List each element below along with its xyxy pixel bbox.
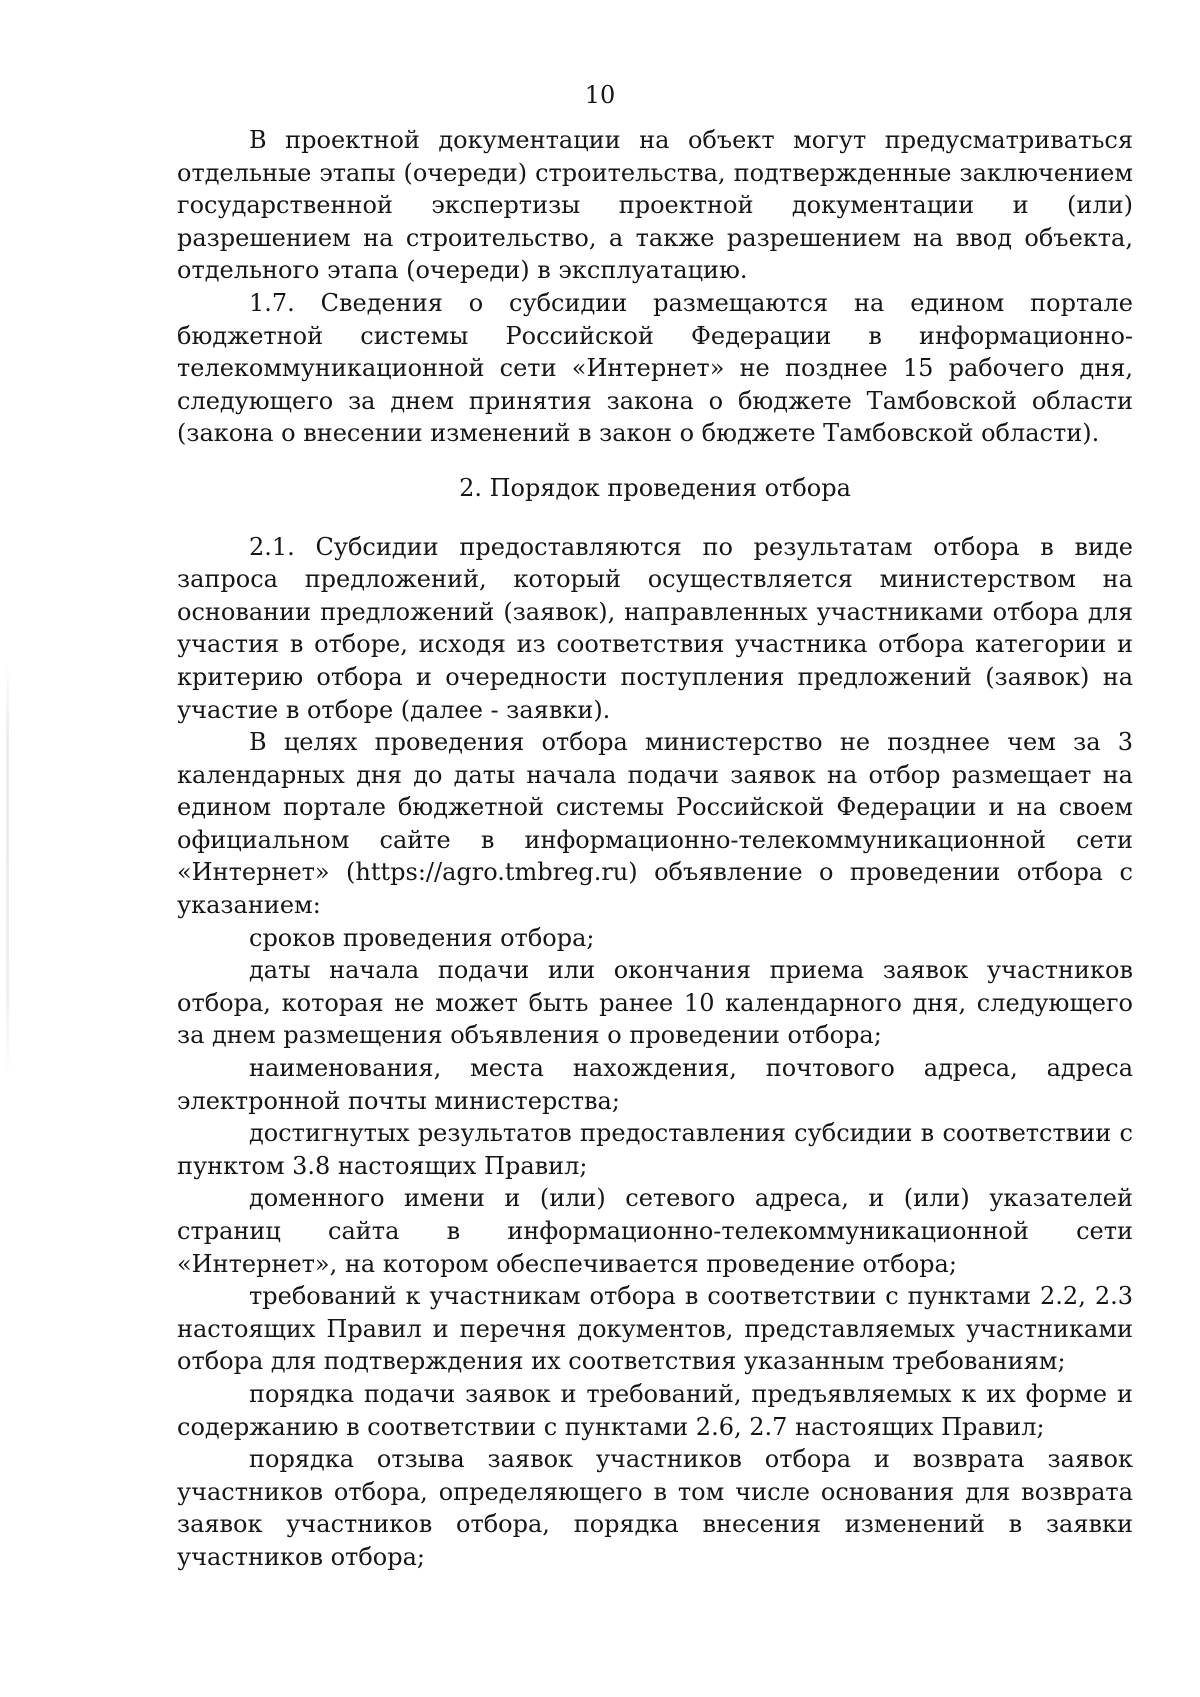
list-item-requirements: требований к участникам отбора в соответствии с пунктами 2.2, 2.3 настоящих Правил и перечня документов, представляемых участниками отбора для подтверждения их соответствия указанным требованиям;: [177, 1282, 1133, 1376]
list-item-dates: даты начала подачи или окончания приема заявок участников отбора, которая не может быть ранее 10 календарного дня, следующего за днем размещения объявления о проведении отбора;: [177, 956, 1133, 1050]
paragraph-announcement: В целях проведения отбора министерство не позднее чем за 3 календарных дня до даты начала подачи заявок на отбор размещает на едином портале бюджетной системы Российской Федерации и на своем официальном сайте в информационно-телекоммуникационной сети «Интернет» (https://agro.tmbreg.ru) объявление о проведении отбора с указанием:: [177, 728, 1133, 920]
list-item-domain: доменного имени и (или) сетевого адреса, и (или) указателей страниц сайта в информационно-телекоммуникационной сети «Интернет», на котором обеспечивается проведение отбора;: [177, 1184, 1133, 1278]
section-heading: 2. Порядок проведения отбора: [459, 473, 851, 502]
list-item-submission-order: порядка подачи заявок и требований, предъявляемых к их форме и содержанию в соответствии с пунктами 2.6, 2.7 настоящих Правил;: [177, 1379, 1133, 1441]
list-item-withdrawal-order: порядка отзыва заявок участников отбора и возврата заявок участников отбора, определяющего в том числе основания для возврата заявок участников отбора, порядка внесения изменений в заявки участников отбора;: [177, 1445, 1133, 1571]
document-body: [177, 124, 1133, 1574]
paragraph-2-1: 2.1. Субсидии предоставляются по результатам отбора в виде запроса предложений, который осуществляется министерством на основании предложений (заявок), направленных участниками отбора для участия в отборе, исходя из соответствия участника отбора категории и критерию отбора и очередности поступления предложений (заявок) на участие в отборе (далее - заявки).: [177, 532, 1133, 724]
list-item-results: достигнутых результатов предоставления субсидии в соответствии с пунктом 3.8 настоящих Правил;: [177, 1119, 1133, 1180]
list-item-ministry-address: наименования, места нахождения, почтового адреса, адреса электронной почты министерства;: [177, 1054, 1133, 1115]
list-item-terms: сроков проведения отбора;: [249, 923, 595, 952]
scan-edge-shadow: [6, 660, 9, 1080]
paragraph-stages: В проектной документации на объект могут предусматриваться отдельные этапы (очереди) строительства, подтвержденные заключением государственной экспертизы проектной документации и (или) разрешением на строительство, а также разрешением на ввод объекта, отдельного этапа (очереди) в эксплуатацию.: [177, 126, 1133, 285]
paragraph-1-7: 1.7. Сведения о субсидии размещаются на едином портале бюджетной системы Российской Федерации в информационно-телекоммуникационной сети «Интернет» не позднее 15 рабочего дня, следующего за днем принятия закона о бюджете Тамбовской области (закона о внесении изменений в закон о бюджете Тамбовской области).: [177, 288, 1133, 448]
page-number: 10: [584, 81, 616, 109]
